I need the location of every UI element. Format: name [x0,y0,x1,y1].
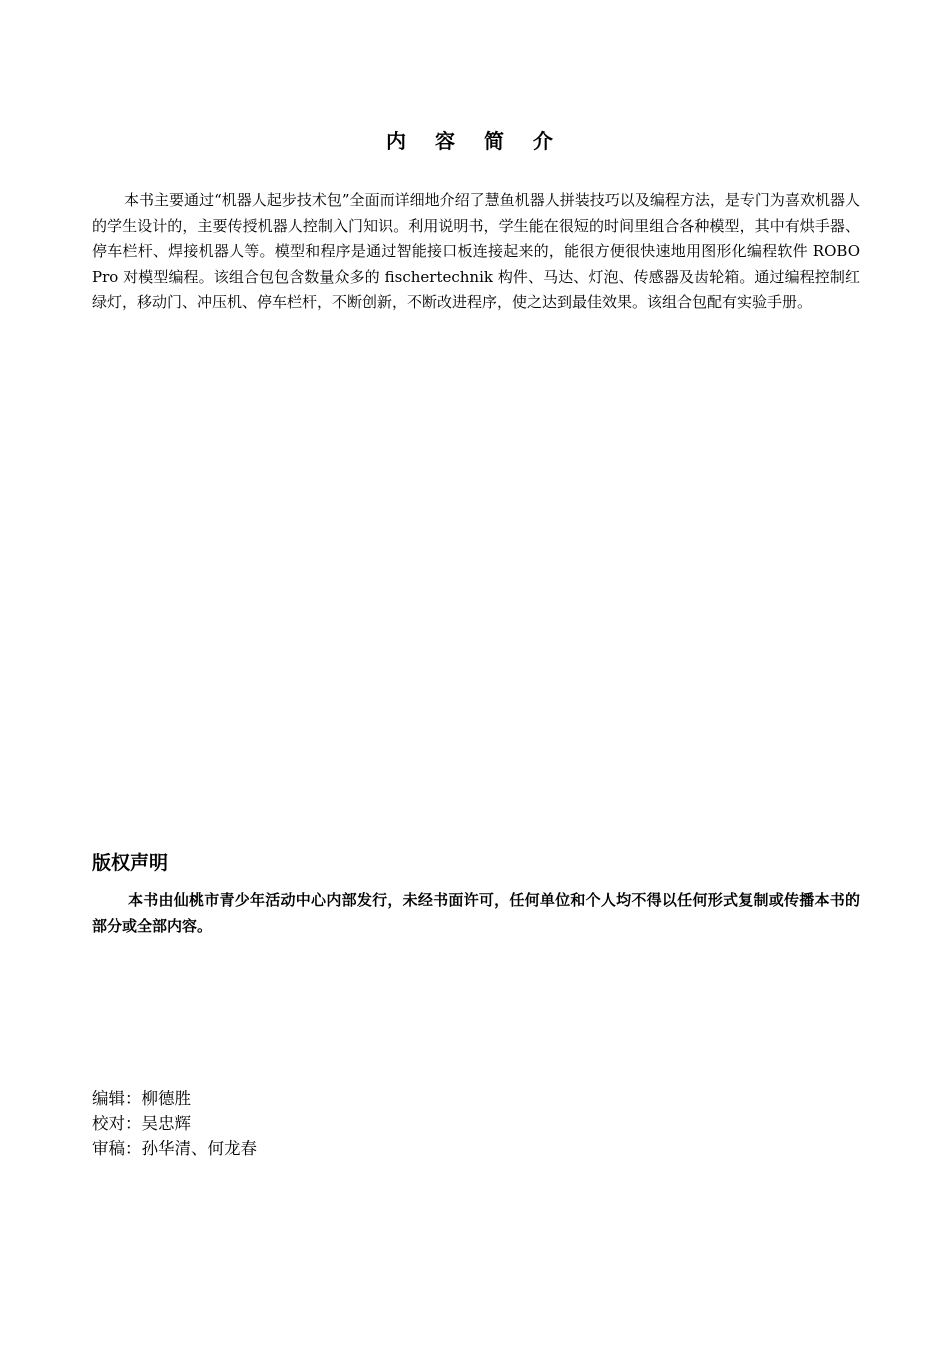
copyright-title: 版权声明 [92,852,169,874]
intro-paragraph: 本书主要通过“机器人起步技术包”全面而详细地介绍了慧鱼机器人拼装技巧以及编程方法，是专门为喜欢机器人的学生设计的，主要传授机器人控制入门知识。利用说明书，学生能在很短的时间里组合各种模型，其中有烘手器、停车栏杆、焊接机器人等。模型和程序是通过智能接口板连接起来的，能很方便很快速地用图形化编程软件 ROBO Pro 对模型编程。该组合包包含数量众多的 fischertechnik 构件、马达、灯泡、传感器及齿轮箱。通过编程控制红绿灯，移动门、冲压机、停车栏杆，不断创新，不断改进程序，使之达到最佳效果。该组合包配有实验手册。 [92,191,860,311]
credit-editor: 编辑：柳德胜 [92,1089,191,1108]
intro-title: 内 容 简 介 [386,129,564,153]
credit-proofreader: 校对：吴忠辉 [92,1114,191,1133]
copyright-paragraph: 本书由仙桃市青少年活动中心内部发行，未经书面许可，任何单位和个人均不得以任何形式复制或传播本书的部分或全部内容。 [92,891,860,935]
credits-block [92,1086,492,1161]
credit-reviewer: 审稿：孙华清、何龙春 [92,1139,257,1158]
